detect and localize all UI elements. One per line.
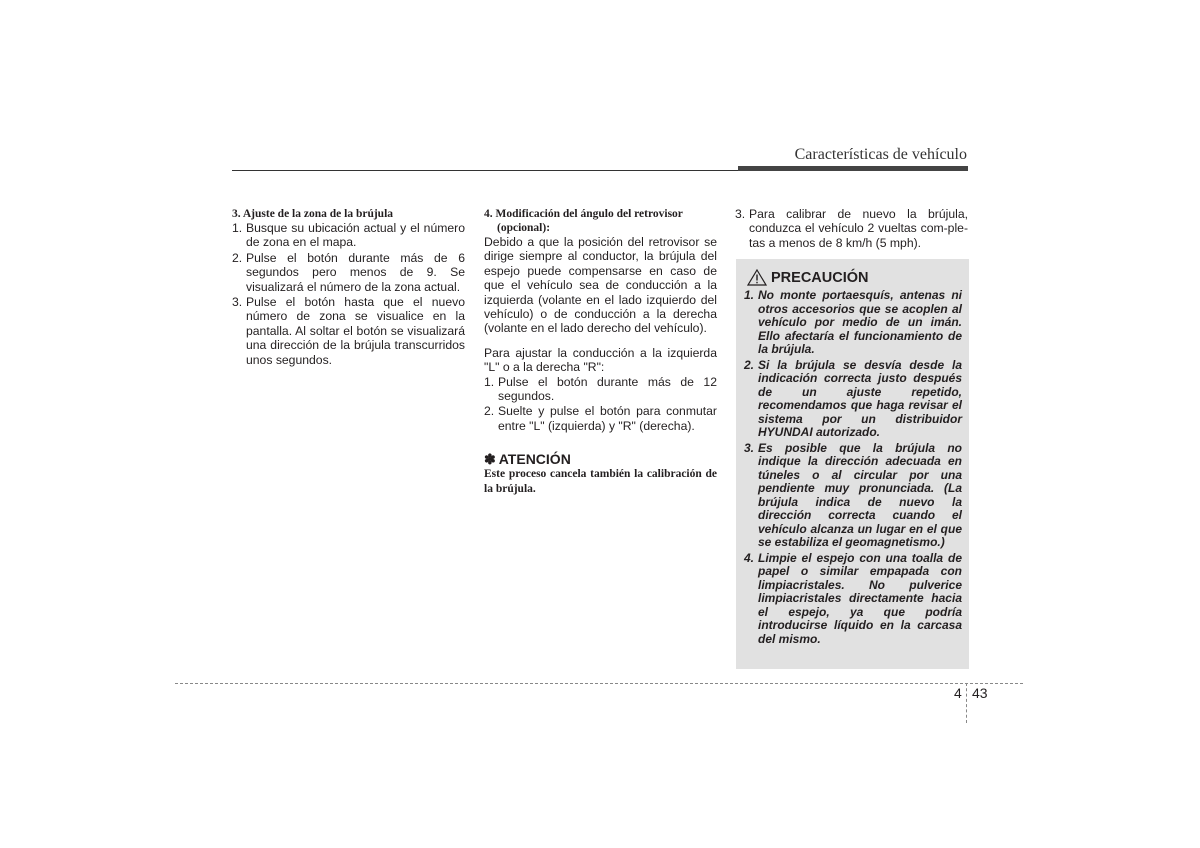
list-item: 3. Para calibrar de nuevo la brújula, conduzca el vehículo 2 vueltas com-ple-tas a menos de 8 km/h (5 mph).: [735, 207, 968, 250]
column-middle: [484, 207, 717, 496]
steps-list: [735, 207, 968, 250]
caution-heading: PRECAUCIÓN: [747, 269, 868, 286]
attention-heading: ✽ ATENCIÓN: [484, 451, 571, 468]
steps-list: [484, 375, 717, 434]
column-right: [735, 207, 968, 251]
section-heading: 4. Modificación del ángulo del retrovisor (opcional):: [484, 208, 683, 234]
caution-box: [736, 259, 969, 669]
list-item: 3. Pulse el botón hasta que el nuevo número de zona se visualice en la pantalla. Al soltar el botón se visualizará una dirección de la brújula transcurridos unos segundos.: [232, 295, 465, 367]
paragraph: Para ajustar la conducción a la izquierda "L" o a la derecha "R":: [484, 345, 717, 375]
warning-triangle-icon: [747, 269, 767, 286]
column-left: [232, 207, 465, 368]
list-item: 2. Si la brújula se desvía desde la indicación correcta justo después de un ajuste repetido, recomendamos que haga revisar el sistema por un distribuidor HYUNDAI autorizado.: [744, 357, 962, 439]
list-item: 1. Busque su ubicación actual y el número de zona en el mapa.: [232, 221, 465, 250]
list-item: 4. Limpie el espejo con una toalla de papel o similar empapada con limpiacristales. No pulverice limpiacristales directamente hacia el espejo, ya que podría introducirse líquido en la carcasa del mismo.: [744, 550, 962, 646]
footer-divider: [966, 683, 967, 723]
section-heading: 3. Ajuste de la zona de la brújula: [232, 208, 394, 220]
list-item: 1. No monte portaesquís, antenas ni otros accesorios que se acoplen al vehículo por medio de un imán. Ello afectaría el funcionamiento de la brújula.: [744, 288, 962, 356]
page-number: 43: [972, 685, 988, 701]
chapter-number: 4: [954, 685, 962, 701]
paragraph: Debido a que la posición del retrovisor se dirige siempre al conductor, la brújula del espejo puede compensarse en caso de que el vehículo sea de conducción a la izquierda (volante en el lado izquierdo del vehículo) o de conducción a la derecha (volante en el lado derecho del vehículo).: [484, 235, 717, 336]
header-rule-accent: [738, 166, 968, 171]
caution-list: [744, 289, 962, 648]
header-rule: [232, 170, 738, 171]
footer-rule: [175, 683, 1023, 684]
steps-list: [232, 221, 465, 367]
list-item: 1. Pulse el botón durante más de 12 segundos.: [484, 374, 717, 404]
list-item: 3. Es posible que la brújula no indique la dirección adecuada en túneles o al circular por una pendiente muy pronunciada. (La brújula indica de nuevo la dirección correcta cuando el vehículo alcanza un lugar en el que se estabiliza el geomagnetismo.): [744, 440, 962, 549]
list-item: 2. Suelte y pulse el botón para conmutar entre "L" (izquierda) y "R" (derecha).: [484, 404, 717, 433]
list-item: 2. Pulse el botón durante más de 6 segundos pero menos de 9. Se visualizará el número de la zona actual.: [232, 250, 465, 294]
attention-text: Este proceso cancela también la calibración de la brújula.: [484, 468, 717, 495]
asterisk-icon: ✽: [484, 451, 496, 468]
section-title: Características de vehículo: [794, 146, 967, 163]
